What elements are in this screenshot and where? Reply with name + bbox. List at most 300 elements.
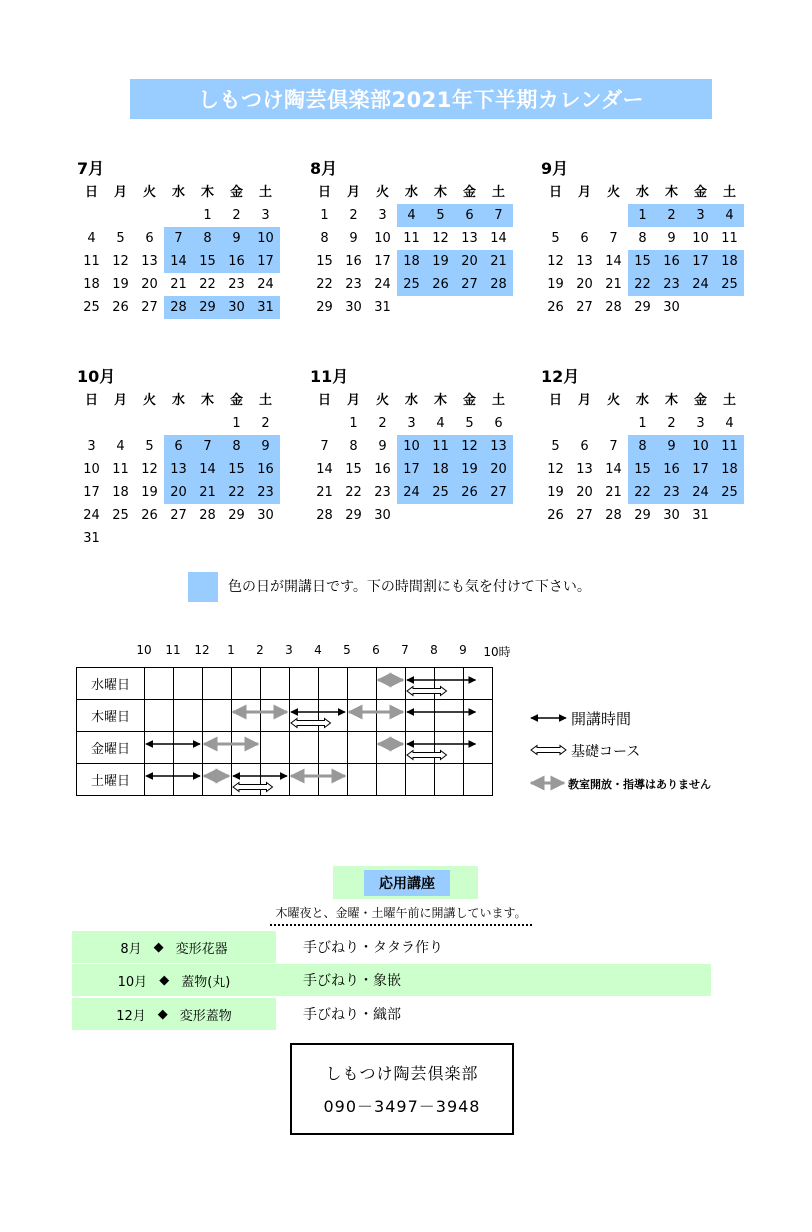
open-day-cell: 11 (715, 435, 744, 458)
weekday-header: 土 (491, 393, 505, 408)
day-cell: 30 (345, 300, 362, 315)
day-cell: 2 (378, 416, 387, 431)
day-cell: 13 (576, 254, 593, 269)
day-cell: 2 (261, 416, 270, 431)
weekday-header: 火 (375, 393, 389, 408)
month-calendar (77, 157, 287, 319)
weekday-header: 水 (635, 185, 649, 200)
diamond-icon: ◆ (153, 939, 164, 955)
month-label: 8月 (310, 159, 338, 178)
day-cell: 14 (605, 462, 622, 477)
empty-day-cell (599, 204, 628, 227)
day-cell: 29 (634, 508, 651, 523)
empty-day-cell (164, 412, 193, 435)
day-cell: 12 (112, 254, 129, 269)
day-cell: 4 (116, 439, 125, 454)
course-content: 手びねり・織部 (303, 1007, 401, 1023)
day-cell: 30 (374, 508, 391, 523)
month-label: 11月 (310, 367, 349, 386)
weekday-label: 土曜日 (77, 764, 145, 796)
weekday-header: 火 (375, 185, 389, 200)
day-cell: 24 (257, 277, 274, 292)
day-cell: 22 (199, 277, 216, 292)
weekday-header: 木 (433, 393, 447, 408)
day-cell: 6 (580, 439, 589, 454)
day-cell: 29 (634, 300, 651, 315)
time-slot-cell (348, 764, 377, 796)
day-cell: 7 (320, 439, 329, 454)
day-cell: 20 (576, 277, 593, 292)
open-day-cell: 23 (657, 273, 686, 296)
day-cell: 14 (605, 254, 622, 269)
day-cell: 14 (490, 231, 507, 246)
hour-label: 6 (372, 643, 380, 657)
day-cell: 18 (112, 485, 129, 500)
day-cell: 29 (316, 300, 333, 315)
weekday-header: 木 (200, 393, 214, 408)
empty-day-cell (164, 204, 193, 227)
day-cell: 23 (345, 277, 362, 292)
month-calendar (541, 157, 751, 319)
time-slot-cell (261, 668, 290, 700)
open-day-cell: 22 (628, 481, 657, 504)
hour-label: 2 (256, 643, 264, 657)
day-cell: 2 (667, 416, 676, 431)
open-day-cell: 10 (397, 435, 426, 458)
open-day-cell: 18 (397, 250, 426, 273)
time-slot-cell (319, 732, 348, 764)
contact-name: しもつけ陶芸倶楽部 (325, 1064, 479, 1083)
open-day-cell: 24 (686, 273, 715, 296)
open-day-cell: 7 (164, 227, 193, 250)
open-day-cell: 21 (193, 481, 222, 504)
time-slot-cell (377, 764, 406, 796)
contact-box (290, 1043, 514, 1135)
open-day-cell: 17 (686, 250, 715, 273)
weekday-header: 土 (722, 185, 736, 200)
time-slot-cell (203, 764, 232, 796)
open-day-cell: 9 (251, 435, 280, 458)
day-cell: 3 (378, 208, 387, 223)
day-cell: 3 (407, 416, 416, 431)
open-day-cell: 24 (397, 481, 426, 504)
time-slot-cell (174, 732, 203, 764)
open-day-cell: 18 (715, 458, 744, 481)
time-slot-cell (435, 764, 464, 796)
time-slot-cell (174, 668, 203, 700)
empty-day-cell (135, 412, 164, 435)
weekday-header: 土 (491, 185, 505, 200)
open-day-cell: 16 (251, 458, 280, 481)
empty-day-cell (135, 204, 164, 227)
weekday-header: 水 (404, 393, 418, 408)
weekday-header: 金 (693, 393, 707, 408)
day-cell: 13 (576, 462, 593, 477)
open-day-cell: 27 (484, 481, 513, 504)
open-day-cell: 2 (657, 204, 686, 227)
empty-day-cell (570, 204, 599, 227)
hour-label: 3 (285, 643, 293, 657)
timetable-row (77, 700, 493, 732)
day-cell: 7 (609, 231, 618, 246)
empty-day-cell (193, 412, 222, 435)
time-slot-cell (377, 668, 406, 700)
course-content: 手びねり・象嵌 (276, 964, 711, 996)
weekday-header: 月 (113, 393, 127, 408)
open-day-cell: 23 (657, 481, 686, 504)
open-day-cell: 15 (628, 458, 657, 481)
weekday-header: 火 (606, 185, 620, 200)
month-label: 7月 (77, 159, 105, 178)
course-month: 8月 (120, 941, 142, 957)
month-label: 10月 (77, 367, 116, 386)
open-day-cell: 16 (222, 250, 251, 273)
open-day-cell: 12 (455, 435, 484, 458)
empty-day-cell (77, 412, 106, 435)
time-slot-cell (203, 668, 232, 700)
empty-day-cell (541, 412, 570, 435)
month-day-grid (77, 389, 287, 550)
weekday-header: 木 (200, 185, 214, 200)
day-cell: 3 (261, 208, 270, 223)
open-day-cell: 18 (426, 458, 455, 481)
day-cell: 28 (605, 300, 622, 315)
open-day-cell: 13 (484, 435, 513, 458)
time-slot-cell (145, 764, 174, 796)
time-slot-cell (406, 700, 435, 732)
time-slot-cell (377, 700, 406, 732)
day-cell: 2 (232, 208, 241, 223)
timetable-row (77, 732, 493, 764)
open-day-cell: 24 (686, 481, 715, 504)
day-cell: 30 (663, 300, 680, 315)
day-cell: 9 (667, 231, 676, 246)
time-slot-cell (145, 700, 174, 732)
open-day-cell: 9 (657, 435, 686, 458)
hour-label: 10時 (483, 645, 511, 659)
weekday-header: 水 (404, 185, 418, 200)
open-day-cell: 8 (628, 435, 657, 458)
time-slot-cell (145, 668, 174, 700)
day-cell: 21 (605, 485, 622, 500)
open-day-cell: 15 (193, 250, 222, 273)
legend-open-label: 開講時間 (571, 710, 632, 728)
hour-label: 8 (430, 643, 438, 657)
weekday-header: 金 (229, 185, 243, 200)
hour-label: 7 (401, 643, 409, 657)
day-cell: 18 (83, 277, 100, 292)
diamond-icon: ◆ (159, 972, 170, 988)
open-day-cell: 19 (455, 458, 484, 481)
open-day-cell: 4 (715, 204, 744, 227)
day-cell: 27 (576, 300, 593, 315)
day-cell: 31 (374, 300, 391, 315)
day-cell: 14 (316, 462, 333, 477)
day-cell: 27 (141, 300, 158, 315)
day-cell: 19 (112, 277, 129, 292)
time-slot-cell (261, 764, 290, 796)
time-slot-cell (377, 732, 406, 764)
time-slot-cell (319, 764, 348, 796)
month-day-grid (310, 181, 520, 319)
empty-day-cell (570, 412, 599, 435)
open-day-cell: 5 (426, 204, 455, 227)
weekday-header: 日 (317, 185, 331, 200)
month-calendar (310, 157, 520, 319)
day-cell: 6 (145, 231, 154, 246)
open-day-cell: 28 (164, 296, 193, 319)
legend-basic-arrow (531, 746, 566, 755)
time-slot-cell (232, 732, 261, 764)
weekday-header: 金 (229, 393, 243, 408)
hour-label: 5 (343, 643, 351, 657)
month-calendar (77, 365, 287, 550)
time-slot-cell (145, 732, 174, 764)
weekday-header: 木 (664, 393, 678, 408)
open-day-cell: 6 (455, 204, 484, 227)
open-day-cell: 20 (455, 250, 484, 273)
legend-text: 色の日が開講日です。下の時間割にも気を付けて下さい。 (228, 579, 591, 595)
course-name: 蓋物(丸) (181, 974, 231, 990)
weekday-header: 日 (548, 393, 562, 408)
open-day-cell: 30 (222, 296, 251, 319)
day-cell: 25 (83, 300, 100, 315)
weekday-header: 日 (84, 393, 98, 408)
day-cell: 30 (663, 508, 680, 523)
day-cell: 12 (547, 254, 564, 269)
month-calendar (541, 365, 751, 527)
timetable-row (77, 668, 493, 700)
day-cell: 21 (605, 277, 622, 292)
day-cell: 28 (605, 508, 622, 523)
open-day-cell: 26 (455, 481, 484, 504)
day-cell: 1 (232, 416, 241, 431)
weekday-label: 金曜日 (77, 732, 145, 764)
open-day-cell: 10 (251, 227, 280, 250)
time-slot-cell (232, 668, 261, 700)
legend-free-label: 教室開放・指導はありません (568, 778, 711, 791)
open-day-cell: 17 (397, 458, 426, 481)
day-cell: 20 (576, 485, 593, 500)
open-day-cell: 25 (426, 481, 455, 504)
month-day-grid (77, 181, 287, 319)
time-slot-cell (174, 764, 203, 796)
advanced-note: 木曜夜と、金曜・土曜午前に開講しています。 (270, 904, 532, 926)
weekday-header: 日 (84, 185, 98, 200)
time-slot-cell (348, 700, 377, 732)
day-cell: 5 (116, 231, 125, 246)
open-day-cell: 28 (484, 273, 513, 296)
page-title: しもつけ陶芸倶楽部2021年下半期カレンダー (130, 79, 712, 119)
day-cell: 29 (345, 508, 362, 523)
day-cell: 15 (316, 254, 333, 269)
open-day-cell: 25 (715, 481, 744, 504)
hour-label: 4 (314, 643, 322, 657)
empty-day-cell (541, 204, 570, 227)
open-day-cell: 8 (222, 435, 251, 458)
time-slot-cell (464, 732, 493, 764)
day-cell: 5 (551, 231, 560, 246)
hour-label: 11 (165, 643, 181, 657)
time-slot-cell (464, 700, 493, 732)
day-cell: 13 (461, 231, 478, 246)
day-cell: 9 (349, 231, 358, 246)
weekday-header: 水 (171, 393, 185, 408)
time-slot-cell (290, 668, 319, 700)
weekday-header: 月 (577, 393, 591, 408)
time-slot-cell (406, 764, 435, 796)
day-cell: 5 (551, 439, 560, 454)
weekday-header: 月 (113, 185, 127, 200)
day-cell: 26 (141, 508, 158, 523)
legend-basic-label: 基礎コース (571, 744, 641, 760)
day-cell: 5 (465, 416, 474, 431)
day-cell: 12 (432, 231, 449, 246)
day-cell: 7 (609, 439, 618, 454)
day-cell: 23 (374, 485, 391, 500)
empty-day-cell (106, 204, 135, 227)
time-slot-cell (261, 732, 290, 764)
day-cell: 24 (374, 277, 391, 292)
course-month-name (72, 998, 276, 1030)
weekday-header: 月 (346, 185, 360, 200)
weekday-header: 月 (346, 393, 360, 408)
day-cell: 29 (228, 508, 245, 523)
day-cell: 22 (316, 277, 333, 292)
day-cell: 10 (83, 462, 100, 477)
day-cell: 19 (141, 485, 158, 500)
day-cell: 5 (145, 439, 154, 454)
open-day-cell: 20 (484, 458, 513, 481)
day-cell: 28 (199, 508, 216, 523)
day-cell: 21 (316, 485, 333, 500)
weekday-header: 金 (693, 185, 707, 200)
day-cell: 21 (170, 277, 187, 292)
open-day-cell: 7 (193, 435, 222, 458)
open-day-color-swatch (188, 572, 218, 602)
weekday-header: 金 (462, 393, 476, 408)
empty-day-cell (599, 412, 628, 435)
weekday-label: 水曜日 (77, 668, 145, 700)
month-label: 12月 (541, 367, 580, 386)
time-slot-cell (174, 700, 203, 732)
course-month: 10月 (117, 974, 148, 990)
timetable-hours-header (0, 643, 812, 661)
day-cell: 9 (378, 439, 387, 454)
open-day-cell: 11 (426, 435, 455, 458)
open-day-cell: 19 (426, 250, 455, 273)
day-cell: 22 (345, 485, 362, 500)
day-cell: 30 (257, 508, 274, 523)
day-cell: 8 (638, 231, 647, 246)
day-cell: 4 (87, 231, 96, 246)
open-day-cell: 16 (657, 458, 686, 481)
timetable-grid (76, 667, 493, 796)
day-cell: 11 (112, 462, 129, 477)
day-cell: 1 (349, 416, 358, 431)
day-cell: 15 (345, 462, 362, 477)
day-cell: 1 (203, 208, 212, 223)
empty-day-cell (106, 412, 135, 435)
day-cell: 12 (141, 462, 158, 477)
diamond-icon: ◆ (157, 1006, 168, 1022)
open-day-cell: 14 (164, 250, 193, 273)
time-slot-cell (435, 732, 464, 764)
time-slot-cell (348, 668, 377, 700)
weekday-header: 木 (664, 185, 678, 200)
month-day-grid (310, 389, 520, 527)
day-cell: 11 (721, 231, 738, 246)
open-day-cell: 26 (426, 273, 455, 296)
open-day-cell: 31 (251, 296, 280, 319)
day-cell: 17 (374, 254, 391, 269)
advanced-title: 応用講座 (364, 870, 450, 896)
month-day-grid (541, 181, 751, 319)
timetable-row (77, 764, 493, 796)
day-cell: 19 (547, 485, 564, 500)
time-slot-cell (290, 764, 319, 796)
open-day-cell: 9 (222, 227, 251, 250)
open-day-cell: 25 (397, 273, 426, 296)
time-slot-cell (348, 732, 377, 764)
open-day-cell: 16 (657, 250, 686, 273)
hour-label: 12 (194, 643, 210, 657)
weekday-header: 水 (635, 393, 649, 408)
weekday-header: 火 (606, 393, 620, 408)
day-cell: 1 (320, 208, 329, 223)
time-slot-cell (319, 668, 348, 700)
day-cell: 6 (494, 416, 503, 431)
time-slot-cell (261, 700, 290, 732)
weekday-header: 水 (171, 185, 185, 200)
open-day-cell: 18 (715, 250, 744, 273)
time-slot-cell (435, 700, 464, 732)
weekday-header: 土 (258, 185, 272, 200)
course-name: 変形花器 (175, 941, 228, 957)
weekday-header: 金 (462, 185, 476, 200)
day-cell: 3 (696, 416, 705, 431)
month-calendar (310, 365, 520, 527)
time-slot-cell (406, 668, 435, 700)
open-day-cell: 13 (164, 458, 193, 481)
day-cell: 11 (403, 231, 420, 246)
day-cell: 16 (345, 254, 362, 269)
day-cell: 31 (83, 531, 100, 546)
day-cell: 10 (692, 231, 709, 246)
open-day-cell: 3 (686, 204, 715, 227)
open-day-cell: 17 (251, 250, 280, 273)
open-day-cell: 23 (251, 481, 280, 504)
day-cell: 26 (112, 300, 129, 315)
open-day-cell: 22 (628, 273, 657, 296)
day-cell: 16 (374, 462, 391, 477)
day-cell: 25 (112, 508, 129, 523)
open-day-cell: 29 (193, 296, 222, 319)
open-day-cell: 22 (222, 481, 251, 504)
day-cell: 8 (349, 439, 358, 454)
weekday-header: 土 (722, 393, 736, 408)
course-month-name (72, 964, 276, 996)
time-slot-cell (464, 668, 493, 700)
open-day-cell: 14 (193, 458, 222, 481)
weekday-header: 月 (577, 185, 591, 200)
time-slot-cell (203, 700, 232, 732)
day-cell: 26 (547, 508, 564, 523)
day-cell: 4 (436, 416, 445, 431)
open-day-cell: 1 (628, 204, 657, 227)
time-slot-cell (203, 732, 232, 764)
open-day-cell: 20 (164, 481, 193, 504)
